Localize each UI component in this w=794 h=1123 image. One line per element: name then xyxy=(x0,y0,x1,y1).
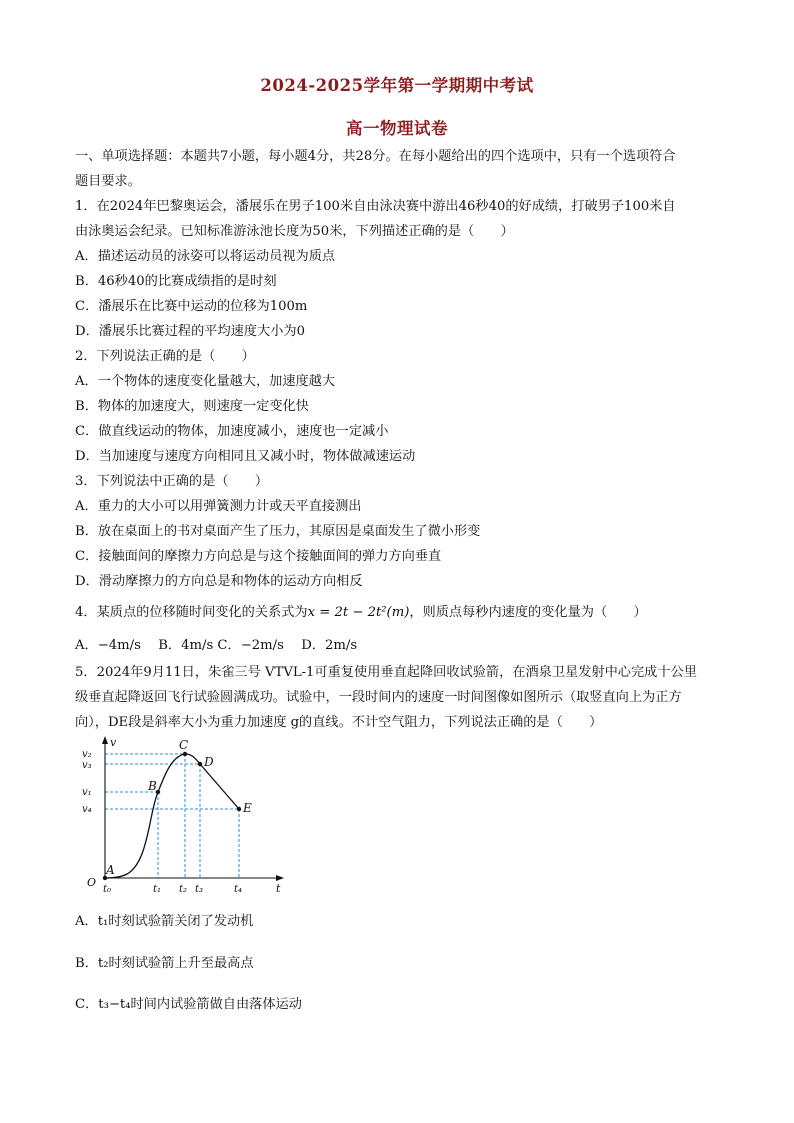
tick-v2: v₂ xyxy=(82,749,92,760)
q3-option-c: C．接触面间的摩擦力方向总是与这个接触面间的弹力方向垂直 xyxy=(75,549,442,564)
q4-stem-suffix: ，则质点每秒内速度的变化量为（ ） xyxy=(409,605,647,620)
curve-points xyxy=(103,752,241,880)
point-e xyxy=(237,807,241,811)
q1-option-b: B．46秒40的比赛成绩指的是时刻 xyxy=(75,274,277,289)
section-intro-cont: 题目要求。 xyxy=(75,174,141,189)
label-point-e: E xyxy=(243,801,252,815)
q5-stem: 5．2024年9月11日，朱雀三号 VTVL-1可重复使用垂直起降回收试验箭，在酒泉卫星发射中心完成十公里 xyxy=(75,665,697,680)
q1-option-d: D．潘展乐比赛过程的平均速度大小为0 xyxy=(75,324,305,339)
tick-t4: t₄ xyxy=(234,884,243,895)
exam-title: 2024-2025学年第一学期期中考试 xyxy=(260,76,534,95)
q3-option-b: B．放在桌面上的书对桌面产生了压力，其原因是桌面发生了微小形变 xyxy=(75,524,481,539)
q4-stem xyxy=(75,604,735,622)
q5-option-c: C．t₃−t₄时间内试验箭做自由落体运动 xyxy=(75,997,302,1012)
dashed-guides xyxy=(105,754,239,878)
tick-t2: t₂ xyxy=(179,884,188,895)
velocity-time-graph xyxy=(80,736,290,896)
q1-stem: 1．在2024年巴黎奥运会，潘展乐在男子100米自由泳决赛中游出46秒40的好成绩，打破男子100米自 xyxy=(75,199,676,214)
point-d xyxy=(198,762,202,766)
q3-option-a: A．重力的大小可以用弹簧测力计或天平直接测出 xyxy=(75,499,362,514)
q2-option-a: A．一个物体的速度变化量越大，加速度越大 xyxy=(75,374,336,389)
q1-option-c: C．潘展乐在比赛中运动的位移为100m xyxy=(75,299,308,314)
tick-t1: t₁ xyxy=(153,884,162,895)
tick-t0: t₀ xyxy=(103,884,112,895)
q4-formula: x = 2t − 2t²(m) xyxy=(307,605,410,620)
point-c xyxy=(183,752,187,756)
velocity-curve xyxy=(105,754,239,878)
v-axis-arrow-icon xyxy=(102,736,108,744)
q5-stem-cont-2: 向），DE段是斜率大小为重力加速度 g的直线。不计空气阻力，下列说法正确的是（ ） xyxy=(75,715,603,730)
label-point-c: C xyxy=(179,738,189,752)
axis-label-t: t xyxy=(276,882,281,895)
t-axis-arrow-icon xyxy=(276,875,284,881)
q5-option-b: B．t₂时刻试验箭上升至最高点 xyxy=(75,956,254,971)
origin-label: O xyxy=(87,876,97,889)
label-point-d: D xyxy=(204,755,214,769)
axis-label-v: v xyxy=(110,736,117,749)
q1-stem-cont: 由泳奥运会纪录。已知标准游泳池长度为50米，下列描述正确的是（ ） xyxy=(75,224,514,239)
q5-option-a: A．t₁时刻试验箭关闭了发动机 xyxy=(75,914,254,929)
tick-v4: v₄ xyxy=(82,804,92,815)
q3-stem: 3．下列说法中正确的是（ ） xyxy=(75,474,269,489)
q1-option-a: A．描述运动员的泳姿可以将运动员视为质点 xyxy=(75,249,336,264)
q2-option-b: B．物体的加速度大，则速度一定变化快 xyxy=(75,399,309,414)
vt-graph-svg xyxy=(80,736,290,896)
tick-v3: v₃ xyxy=(82,760,92,771)
q2-option-c: C．做直线运动的物体，加速度减小，速度也一定减小 xyxy=(75,424,389,439)
label-point-b: B xyxy=(148,779,157,793)
q4-options: A．−4m/s B．4m/s C．−2m/s D．2m/s xyxy=(75,638,358,653)
q2-option-d: D．当加速度与速度方向相同且又减小时，物体做减速运动 xyxy=(75,449,416,464)
label-point-a: A xyxy=(106,863,115,877)
q4-stem-prefix: 4．某质点的位移随时间变化的关系式为 xyxy=(75,605,308,620)
tick-t3: t₃ xyxy=(195,884,204,895)
q5-stem-cont-1: 级垂直起降返回飞行试验圆满成功。试验中，一段时间内的速度一时间图像如图所示（取竖直向上为正方 xyxy=(75,690,682,705)
q3-option-d: D．滑动摩擦力的方向总是和物体的运动方向相反 xyxy=(75,574,363,589)
exam-subtitle: 高一物理试卷 xyxy=(346,119,448,138)
section-intro: 一、单项选择题：本题共7小题，每小题4分，共28分。在每小题给出的四个选项中，只有一个选项符合 xyxy=(75,149,676,164)
q2-stem: 2．下列说法正确的是（ ） xyxy=(75,349,255,364)
tick-v1: v₁ xyxy=(82,787,92,798)
